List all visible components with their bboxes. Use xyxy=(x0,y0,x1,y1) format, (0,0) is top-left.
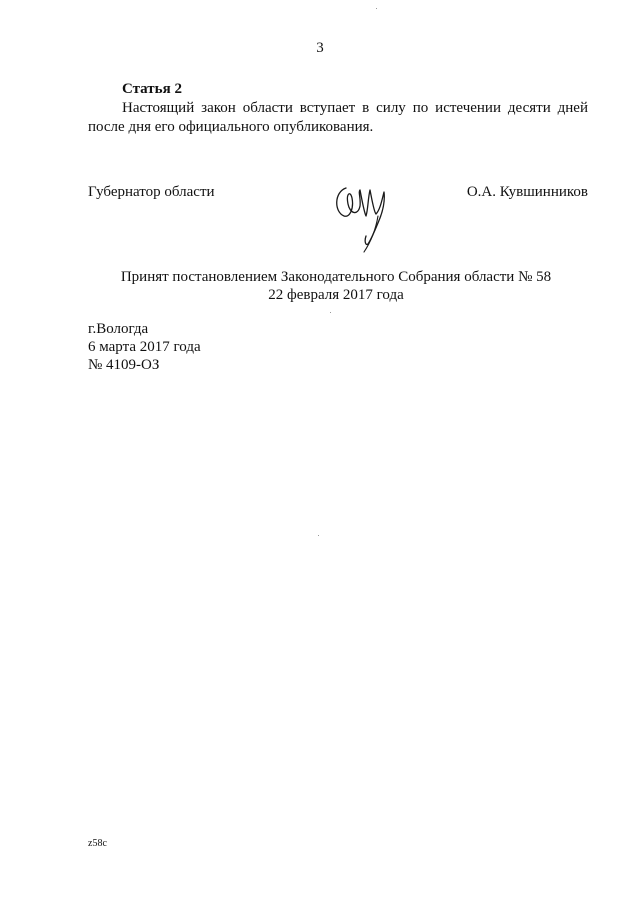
scan-speck xyxy=(330,312,331,313)
scan-speck xyxy=(318,535,319,536)
meta-date: 6 марта 2017 года xyxy=(88,339,201,355)
scan-speck xyxy=(376,8,377,9)
adoption-line-1: Принят постановлением Законодательного Собрания области № 58 xyxy=(120,269,552,285)
document-code: z58c xyxy=(88,838,107,849)
signature-block xyxy=(88,180,588,260)
article-body: Настоящий закон области вступает в силу по истечении десяти дней после дня его официального опубликования. xyxy=(88,100,588,135)
article-title: Статья 2 xyxy=(122,81,182,97)
document-meta xyxy=(88,320,201,374)
handwritten-signature xyxy=(328,170,398,260)
meta-number: № 4109-ОЗ xyxy=(88,357,160,373)
adoption-line-2: 22 февраля 2017 года xyxy=(268,287,404,303)
governor-name: О.А. Кувшинников xyxy=(466,184,588,200)
meta-city: г.Вологда xyxy=(88,321,149,337)
governor-title: Губернатор области xyxy=(88,184,215,200)
adoption-note xyxy=(0,268,640,304)
article-section xyxy=(88,80,588,137)
page-number: 3 xyxy=(316,40,324,56)
